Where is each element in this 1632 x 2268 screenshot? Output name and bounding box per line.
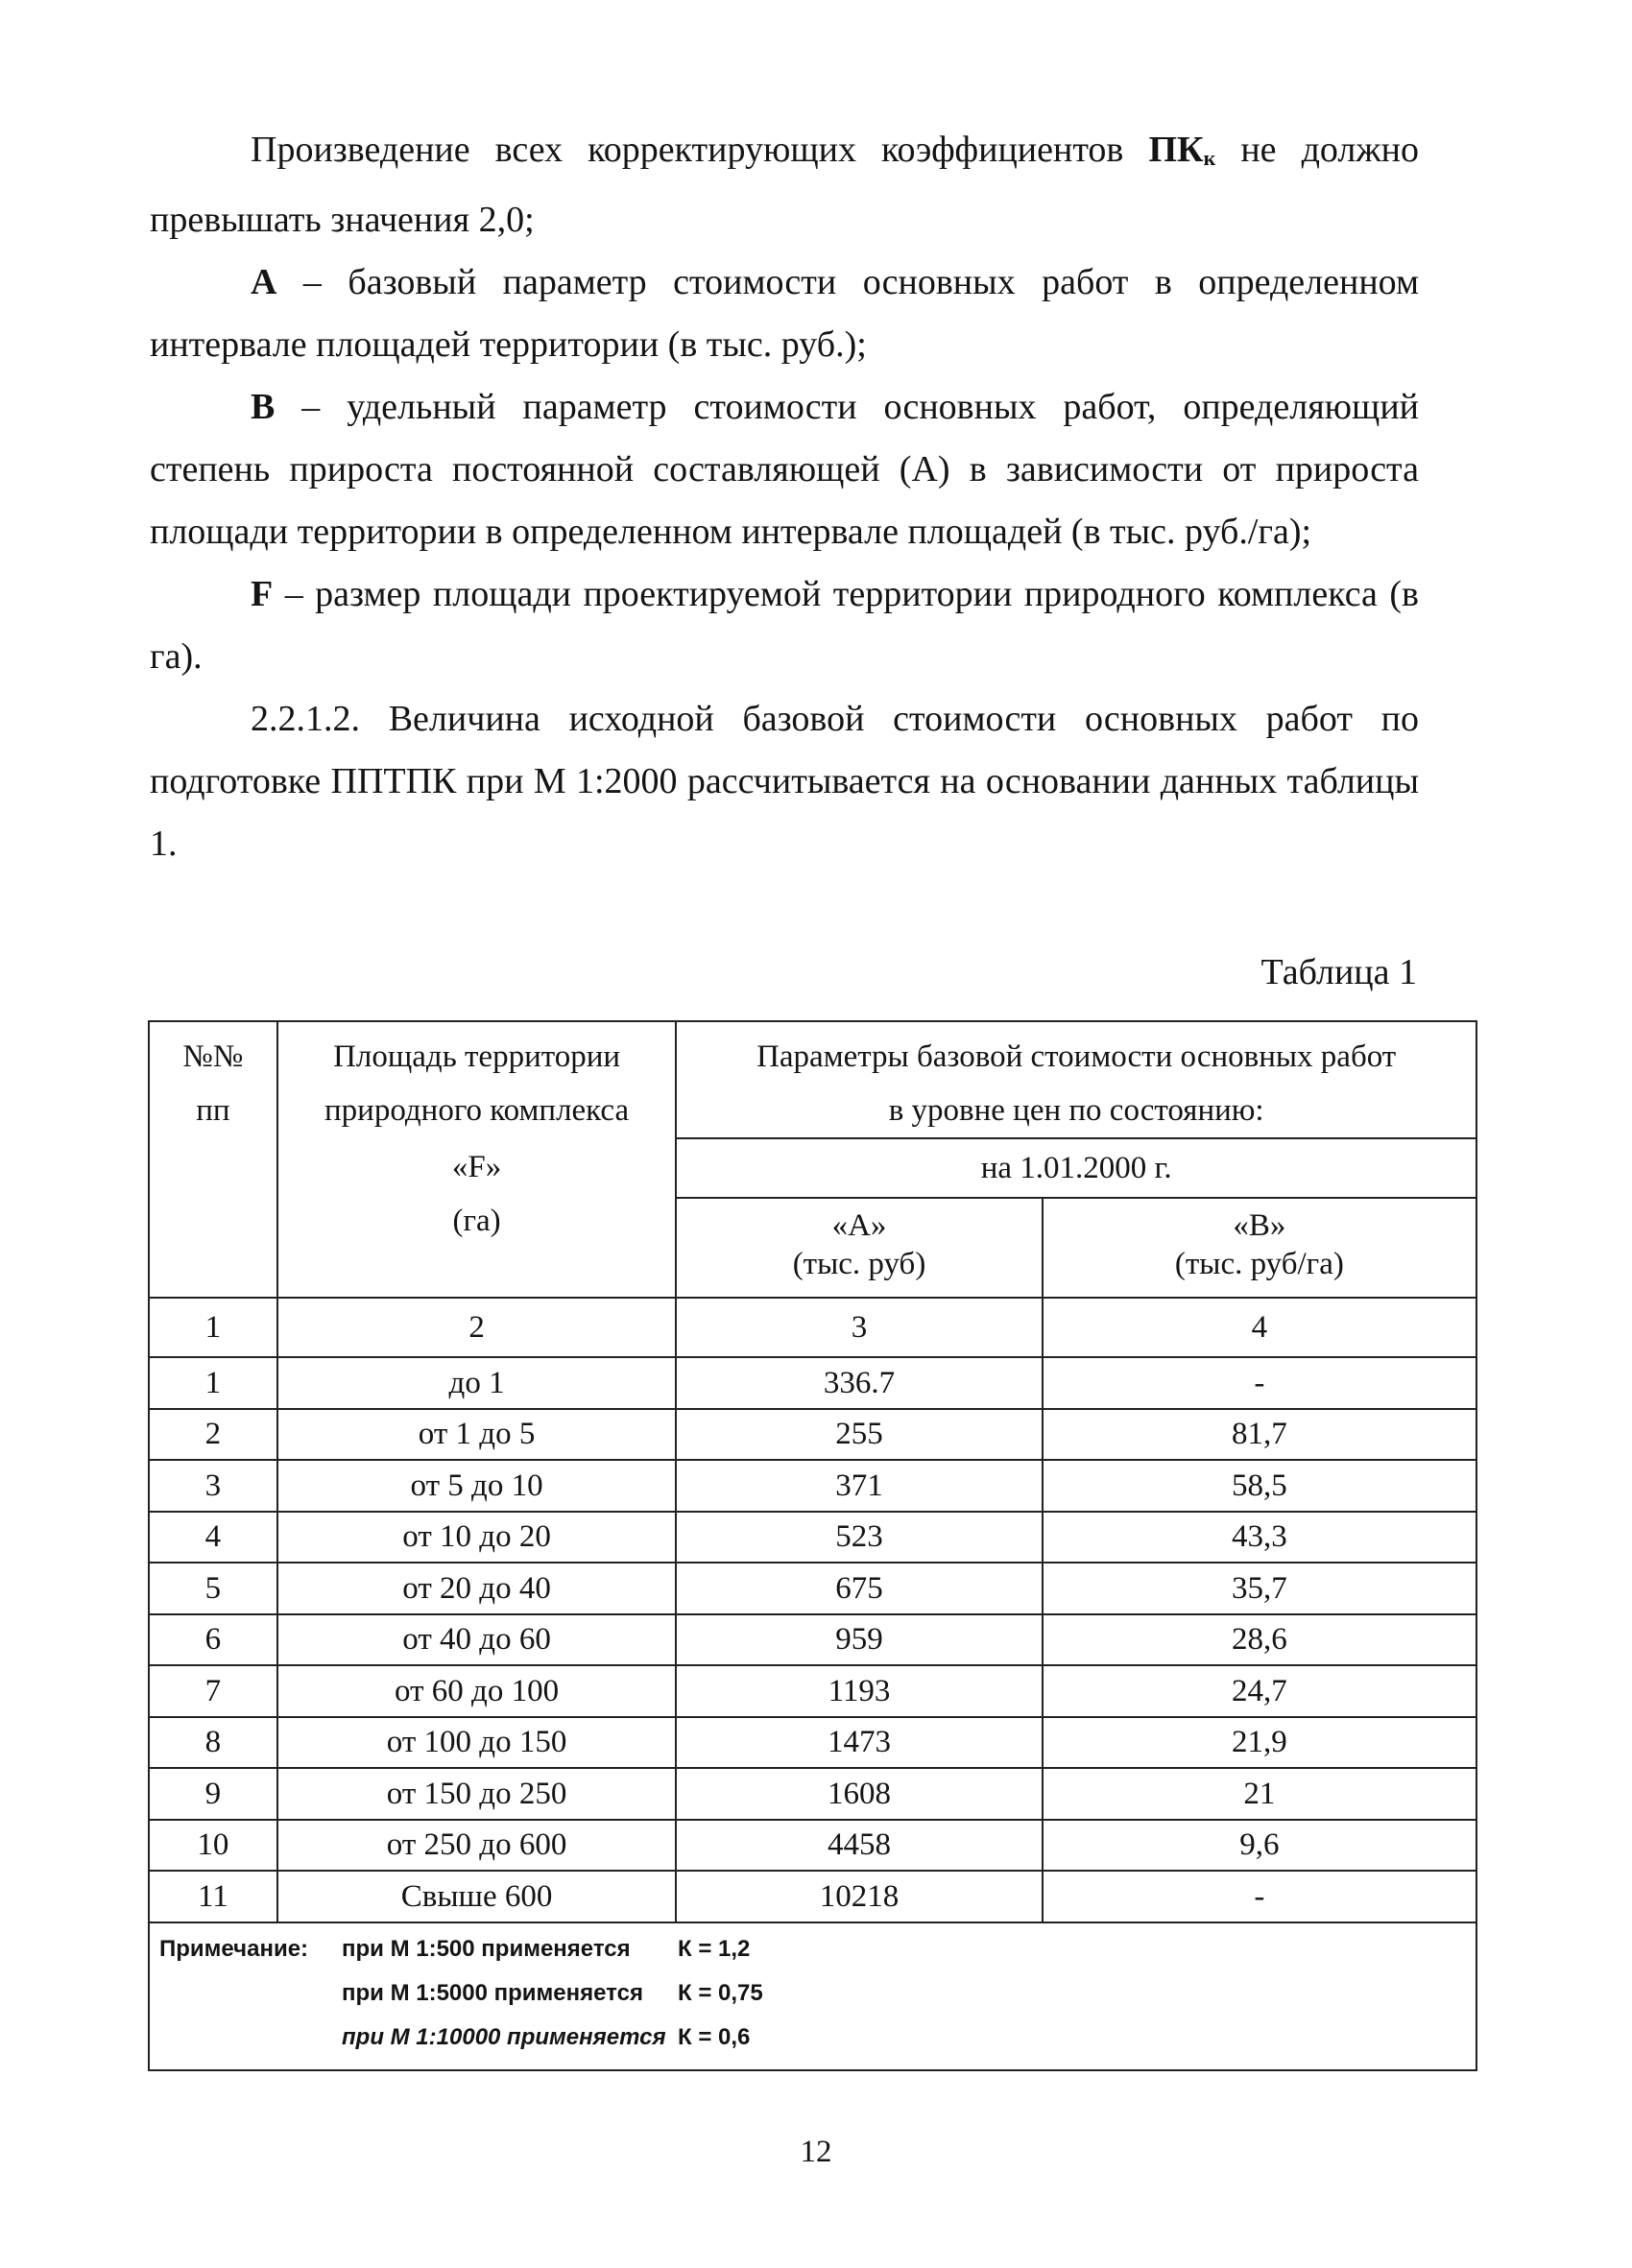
header-text: «А» [831, 1208, 887, 1243]
cell-param-b: - [1043, 1871, 1476, 1922]
cell-area: от 150 до 250 [277, 1768, 677, 1820]
table-header-row [149, 1021, 1476, 1138]
note-spacer [159, 2016, 342, 2060]
table-row [149, 1460, 1476, 1512]
cell-param-a: 336.7 [676, 1357, 1042, 1409]
para-term: А [251, 262, 277, 302]
cell-param-a: 4458 [676, 1820, 1042, 1872]
page-number: 12 [800, 2135, 832, 2169]
column-number: 4 [1043, 1298, 1476, 1357]
cell-param-a: 1193 [676, 1665, 1042, 1717]
cell-number: 6 [149, 1614, 277, 1666]
header-col-a [676, 1198, 1042, 1298]
table-note [149, 1922, 1476, 2070]
table-row [149, 1820, 1476, 1872]
note-line-text: при М 1:10000 применяется [342, 2023, 666, 2050]
header-text: природного комплекса [324, 1093, 630, 1128]
paragraph-param-f [150, 563, 1419, 688]
cell-param-b: 35,7 [1043, 1563, 1476, 1614]
header-text: Параметры базовой стоимости основных работ [756, 1039, 1397, 1074]
cell-param-b: 24,7 [1043, 1665, 1476, 1717]
table-row [149, 1717, 1476, 1769]
note-line-k: К = 1,2 [678, 1935, 751, 1962]
header-text: «F» [451, 1150, 502, 1184]
column-number: 2 [277, 1298, 677, 1357]
para-term: ПК [1148, 130, 1204, 170]
note-spacer [159, 1971, 342, 2016]
cell-param-b: 21,9 [1043, 1717, 1476, 1769]
para-text: 2.2.1.2. Величина исходной базовой стоимости основных работ по подготовке ППТПК при М 1:2000 рассчитывается на основании данных таблицы 1. [150, 699, 1419, 864]
header-text: (тыс. руб/га) [1174, 1247, 1344, 1281]
header-col-b [1043, 1198, 1476, 1298]
cell-area: от 5 до 10 [277, 1460, 677, 1512]
cell-param-b: 21 [1043, 1768, 1476, 1820]
para-text: – удельный параметр стоимости основных работ, определяющий степень прироста постоянной составляющей (А) в зависимости от прироста площади территории в определенном интервале площадей (в тыс. руб./га); [150, 387, 1419, 552]
cell-param-b: 58,5 [1043, 1460, 1476, 1512]
para-text: Произведение всех корректирующих коэффициентов [251, 130, 1149, 170]
paragraph-param-b [150, 376, 1419, 563]
para-term: В [251, 387, 276, 427]
header-params [676, 1021, 1476, 1138]
column-number: 3 [676, 1298, 1042, 1357]
header-text: (га) [452, 1204, 501, 1238]
cell-param-a: 675 [676, 1563, 1042, 1614]
header-text: Площадь территории [333, 1039, 621, 1074]
cell-param-b: 9,6 [1043, 1820, 1476, 1872]
table-note-row [149, 1922, 1476, 2070]
note-line-text: при М 1:5000 применяется [342, 1979, 643, 2006]
cell-number: 7 [149, 1665, 277, 1717]
paragraph-base-cost [150, 688, 1419, 875]
header-text: «В» [1233, 1208, 1286, 1243]
column-number-row [149, 1298, 1476, 1357]
cell-area: до 1 [277, 1357, 677, 1409]
cell-area: от 60 до 100 [277, 1665, 677, 1717]
cell-number: 5 [149, 1563, 277, 1614]
cell-param-b: - [1043, 1357, 1476, 1409]
cell-area: Свыше 600 [277, 1871, 677, 1922]
cell-area: от 10 до 20 [277, 1512, 677, 1564]
cell-number: 2 [149, 1409, 277, 1461]
header-col-area [277, 1021, 677, 1298]
cell-area: от 250 до 600 [277, 1820, 677, 1872]
cell-param-a: 255 [676, 1409, 1042, 1461]
cell-param-a: 959 [676, 1614, 1042, 1666]
cell-number: 3 [149, 1460, 277, 1512]
header-text: (тыс. руб) [792, 1247, 926, 1281]
note-label: Примечание: [159, 1935, 309, 1962]
cell-number: 1 [149, 1357, 277, 1409]
cell-param-a: 523 [676, 1512, 1042, 1564]
note-line-text: при М 1:500 применяется [342, 1935, 631, 1962]
table-row [149, 1357, 1476, 1409]
table-row [149, 1614, 1476, 1666]
note-grid [159, 1927, 1466, 2060]
table-row [149, 1871, 1476, 1922]
para-term-subscript: к [1203, 146, 1216, 170]
table-body [149, 1357, 1476, 1922]
cell-param-a: 1473 [676, 1717, 1042, 1769]
cost-parameters-table [148, 1020, 1477, 2071]
cell-area: от 20 до 40 [277, 1563, 677, 1614]
header-text: №№ [182, 1039, 244, 1074]
table-caption: Таблица 1 [1260, 952, 1417, 992]
body-text [150, 119, 1419, 875]
table-row [149, 1768, 1476, 1820]
note-line-k: К = 0,6 [678, 2023, 751, 2050]
cell-number: 4 [149, 1512, 277, 1564]
header-text: пп [196, 1093, 230, 1128]
cell-number: 10 [149, 1820, 277, 1872]
note-line-k: К = 0,75 [678, 1979, 763, 2006]
paragraph-product-coefficients [150, 119, 1419, 251]
column-number: 1 [149, 1298, 277, 1357]
header-text: в уровне цен по состоянию: [888, 1093, 1264, 1128]
header-date: на 1.01.2000 г. [676, 1138, 1476, 1198]
para-text: не должно превышать значения 2,0; [150, 130, 1419, 240]
cell-param-b: 28,6 [1043, 1614, 1476, 1666]
para-text: – размер площади проектируемой территории природного комплекса (в га). [150, 574, 1419, 677]
table-row [149, 1409, 1476, 1461]
paragraph-param-a [150, 251, 1419, 376]
cell-number: 9 [149, 1768, 277, 1820]
table-row [149, 1665, 1476, 1717]
table-row [149, 1512, 1476, 1564]
cell-param-b: 43,3 [1043, 1512, 1476, 1564]
cell-param-b: 81,7 [1043, 1409, 1476, 1461]
cell-area: от 1 до 5 [277, 1409, 677, 1461]
cell-param-a: 1608 [676, 1768, 1042, 1820]
para-term: F [251, 574, 274, 614]
cell-area: от 40 до 60 [277, 1614, 677, 1666]
cell-number: 8 [149, 1717, 277, 1769]
cell-param-a: 10218 [676, 1871, 1042, 1922]
table-row [149, 1563, 1476, 1614]
cell-param-a: 371 [676, 1460, 1042, 1512]
cell-number: 11 [149, 1871, 277, 1922]
header-col-number [149, 1021, 277, 1298]
cell-area: от 100 до 150 [277, 1717, 677, 1769]
para-text: – базовый параметр стоимости основных работ в определенном интервале площадей территории (в тыс. руб.); [150, 262, 1419, 365]
